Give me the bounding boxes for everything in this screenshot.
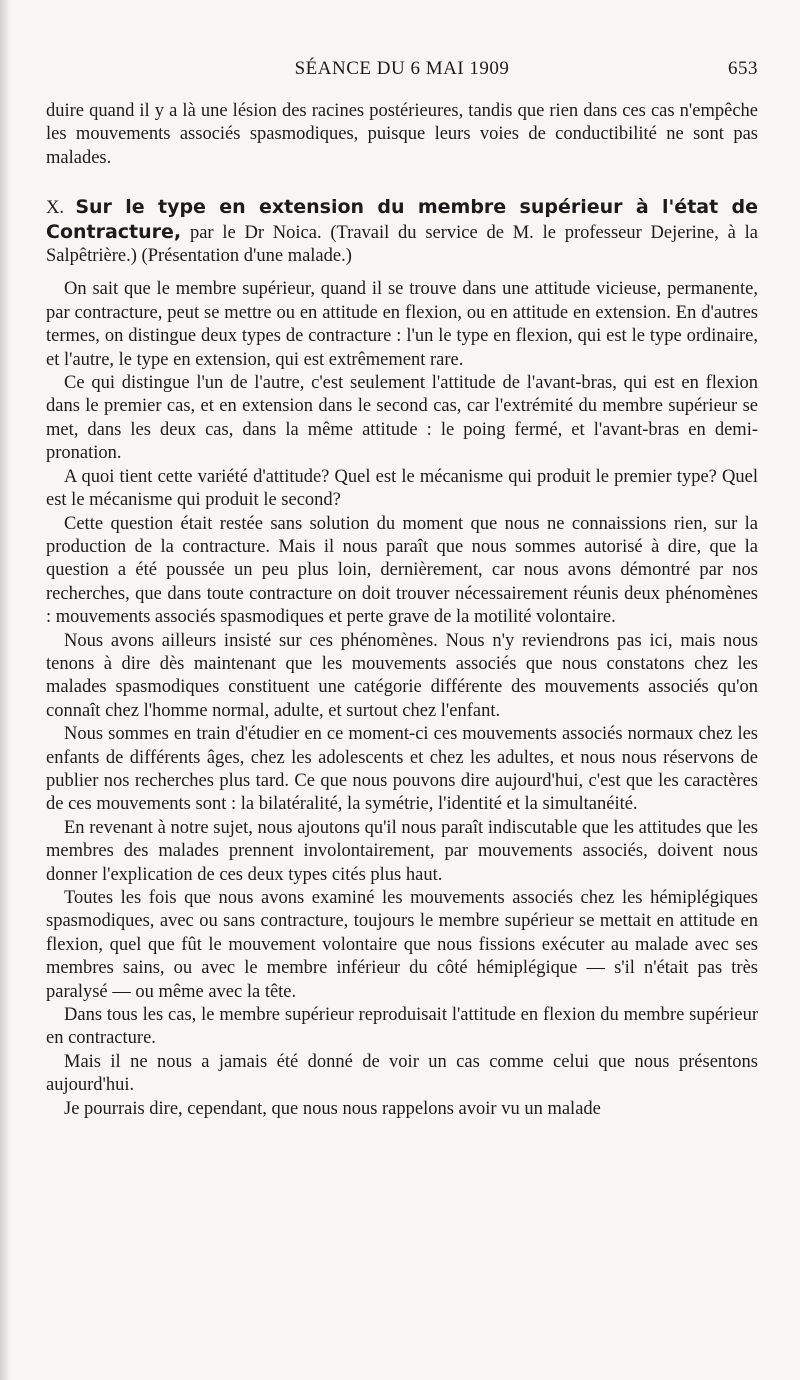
- page-number: 653: [728, 58, 758, 79]
- section-title: [46, 196, 758, 268]
- paragraph: Nous sommes en train d'étudier en ce moment-ci ces mouvements associés normaux chez les enfants de différents âges, chez les adolescents et chez les adultes, et nous nous réservons de publier nos recherches plus tard. Ce que nous pouvons dire aujourd'hui, c'est que les caractères de ces mouvements sont : la bilatéralité, la symétrie, l'identité et la simultanéité.: [46, 724, 758, 815]
- paragraph: Ce qui distingue l'un de l'autre, c'est seulement l'attitude de l'avant-bras, qui est en flexion dans le premier cas, et en extension dans le second cas, car l'extrémité du membre supérieur se met, dans les deux cas, dans la même attitude : le poing fermé, et l'avant-bras en demi-pronation.: [46, 373, 758, 464]
- paragraph: En revenant à notre sujet, nous ajoutons qu'il nous paraît indiscutable que les attitudes que les membres des malades prennent involontairement, par mouvements associés, doivent nous donner l'explication de ces deux types cités plus haut.: [46, 817, 758, 885]
- paragraph: Mais il ne nous a jamais été donné de voir un cas comme celui que nous présentons aujourd'hui.: [46, 1051, 758, 1096]
- paragraph: Toutes les fois que nous avons examiné les mouvements associés chez les hémiplégiques spasmodiques, avec ou sans contracture, toujours le membre supérieur se mettait en attitude en flexion, quel que fût le mouvement volontaire que nous fissions exécuter au malade avec ses membres sains, ou avec le membre inférieur du côté hémiplégique — s'il n'était pas très paralysé — ou même avec la tête.: [46, 888, 758, 1002]
- scan-edge-shadow: [0, 0, 10, 1380]
- running-title: SÉANCE DU 6 MAI 1909: [294, 58, 510, 79]
- paragraph: Nous avons ailleurs insisté sur ces phénomènes. Nous n'y reviendrons pas ici, mais nous tenons à dire dès maintenant que les mouvements associés que nous constatons chez les malades spasmodiques constituent une catégorie différente des mouvements associés qu'on connaît chez l'homme normal, adulte, et surtout chez l'enfant.: [46, 630, 758, 721]
- paragraph: Cette question était restée sans solution du moment que nous ne connaissions rien, sur la production de la contracture. Mais il nous paraît que nous sommes autorisé à dire, que la question a été poussée un peu plus loin, dernièrement, car nous avons démontré par nos recherches, que dans toute contracture on doit trouver nécessairement réunis deux phénomènes : mouvements associés spasmodiques et perte grave de la motilité volontaire.: [46, 513, 758, 628]
- paragraph: Dans tous les cas, le membre supérieur reproduisait l'attitude en flexion du membre supérieur en contracture.: [46, 1005, 758, 1049]
- page-body: [46, 100, 758, 1121]
- section-number: X.: [46, 198, 64, 219]
- paragraph: Je pourrais dire, cependant, que nous nous rappelons avoir vu un malade: [64, 1098, 601, 1119]
- paragraph: On sait que le membre supérieur, quand il se trouve dans une attitude vicieuse, permanente, par contracture, peut se mettre ou en attitude en flexion, ou en attitude en extension. En d'autres termes, on distingue deux types de contracture : l'un le type en flexion, qui est le type ordinaire, et l'autre, le type en extension, qui est extrêmement rare.: [46, 279, 758, 370]
- section-byline: par le Dr Noica. (Travail du service de M. le professeur Dejerine, à la Salpêtrière.) (Présentation d'une malade.): [46, 222, 758, 267]
- section-heading: Sur le type en extension du membre supérieur à l'état de Contracture,: [46, 196, 758, 243]
- opening-paragraph: duire quand il y a là une lésion des racines postérieures, tandis que rien dans ces cas n'empêche les mouvements associés spasmodiques, puisque leurs voies de conductibilité ne sont pas malades.: [46, 101, 758, 168]
- paragraph: A quoi tient cette variété d'attitude? Quel est le mécanisme qui produit le premier type? Quel est le mécanisme qui produit le second?: [46, 466, 758, 511]
- running-head: [46, 58, 758, 88]
